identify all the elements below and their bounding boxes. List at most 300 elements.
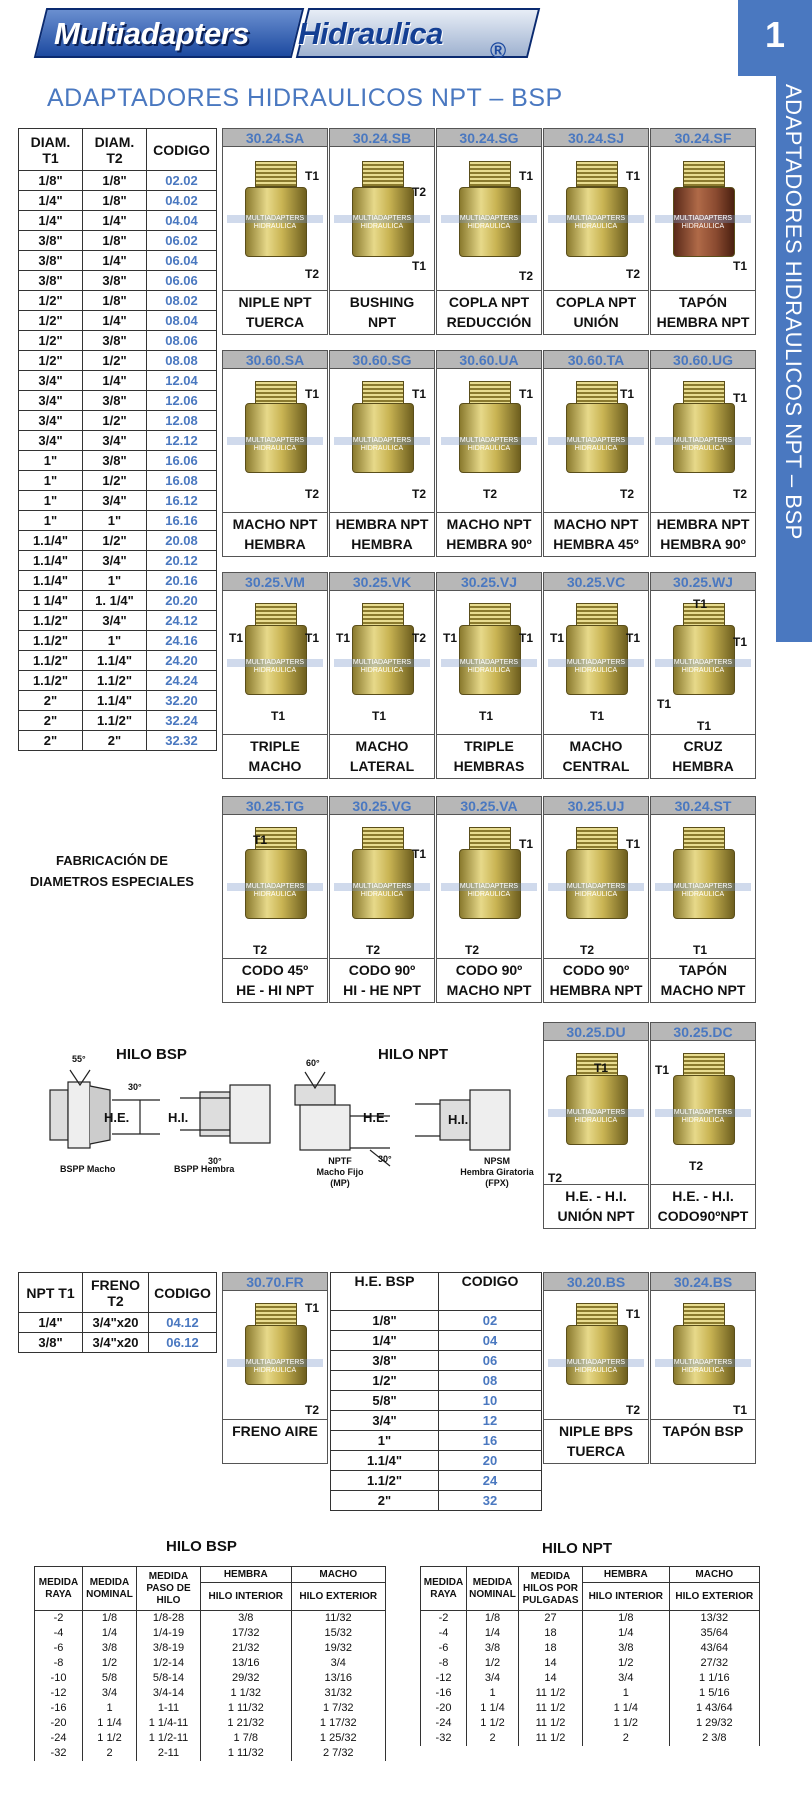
spec-cell: -24 <box>421 1716 467 1731</box>
thread-label: T1 <box>305 387 320 401</box>
table-row <box>19 511 217 531</box>
spec-cell: 2 <box>467 1731 519 1746</box>
watermark: MULTIADAPTERS HIDRAULICA <box>655 659 751 667</box>
product-name-line2: HEMBRA 90º <box>446 536 532 552</box>
header-he-bsp: H.E. BSP <box>331 1273 439 1311</box>
product-card-30-25-wj <box>650 572 756 779</box>
spec-cell: 1/8 <box>583 1611 670 1626</box>
watermark: MULTIADAPTERS HIDRAULICA <box>655 883 751 891</box>
thread-label: T2 <box>412 631 427 645</box>
cell-codigo: 20.20 <box>147 591 217 611</box>
cell-diam-t1: 1.1/4" <box>19 531 83 551</box>
table-row <box>331 1411 542 1431</box>
product-name <box>544 1184 648 1228</box>
cell-diam-t1: 1/2" <box>19 351 83 371</box>
thread-label: T1 <box>412 259 427 273</box>
watermark: MULTIADAPTERS HIDRAULICA <box>655 215 751 223</box>
cell-diam-t2: 1.1/2" <box>83 711 147 731</box>
product-name-line2: HI - HE NPT <box>343 982 421 998</box>
table-row <box>331 1431 542 1451</box>
thread-label: T1 <box>620 387 635 401</box>
cell-codigo: 12.08 <box>147 411 217 431</box>
cell-diam-t2: 1/8" <box>83 191 147 211</box>
table-row <box>19 551 217 571</box>
registered-mark: ® <box>490 38 507 63</box>
thread-label: T1 <box>336 631 351 645</box>
spec-cell: 1/2 <box>467 1656 519 1671</box>
thread-label: T1 <box>733 635 748 649</box>
table-row <box>19 651 217 671</box>
product-image <box>651 1291 755 1419</box>
product-name-line1: MACHO NPT <box>446 516 532 532</box>
product-name-line2: CODO90ºNPT <box>657 1208 749 1224</box>
product-name-line2: HEMBRA 45º <box>553 536 639 552</box>
product-name-line1: TAPÓN <box>679 294 727 310</box>
spec-cell: 11 1/2 <box>519 1731 583 1746</box>
thread-label: T1 <box>626 1307 641 1321</box>
table-row <box>19 291 217 311</box>
freno-cell: 3/4"x20 <box>83 1313 149 1333</box>
cell-diam-t2: 1/4" <box>83 211 147 231</box>
thread-label: T1 <box>305 1301 320 1315</box>
product-image <box>223 1291 327 1419</box>
spec-cell: 1/2 <box>83 1656 137 1671</box>
cell-diam-t1: 3/8" <box>19 251 83 271</box>
header-diam-t2: DIAM. T2 <box>83 129 147 171</box>
product-name <box>544 512 648 556</box>
product-card-30-25-vm <box>222 572 328 779</box>
angle-30-label: 30° <box>128 1082 142 1092</box>
npt-spec-title: HILO NPT <box>542 1540 612 1557</box>
cell-diam-t2: 3/8" <box>83 331 147 351</box>
angle-55-label: 55° <box>72 1054 86 1064</box>
special-diameters-note: FABRICACIÓN DE DIAMETROS ESPECIALES <box>30 853 194 889</box>
spec-cell: -10 <box>35 1671 83 1686</box>
cell-diam-t2: 2" <box>83 731 147 751</box>
product-card-30-24-sa <box>222 128 328 335</box>
he-cell: 1.1/4" <box>331 1451 439 1471</box>
thread-label: T2 <box>548 1171 563 1185</box>
spec-cell: -20 <box>421 1701 467 1716</box>
table-row <box>19 711 217 731</box>
thread-label: T1 <box>733 1403 748 1417</box>
product-name <box>651 1419 755 1463</box>
product-name-line1: HEMBRA NPT <box>656 516 750 532</box>
product-image <box>437 815 541 958</box>
he-label: H.E. <box>104 1110 130 1125</box>
spec-cell: 1/4 <box>83 1626 137 1641</box>
watermark: MULTIADAPTERS HIDRAULICA <box>334 659 430 667</box>
spec-cell: 13/16 <box>201 1656 292 1671</box>
spec-cell: 1 1/2 <box>583 1716 670 1731</box>
product-image <box>437 369 541 512</box>
logo-text-left: Multiadapters <box>54 16 250 51</box>
thread-label: T2 <box>305 1403 320 1417</box>
product-name-line2: HEMBRA <box>351 536 413 552</box>
product-name-line2: REDUCCIÓN <box>446 314 532 330</box>
spec-cell: 1/8 <box>467 1611 519 1626</box>
product-name-line1: FRENO AIRE <box>232 1423 318 1439</box>
cell-codigo: 24.12 <box>147 611 217 631</box>
spec-cell: 1 29/32 <box>669 1716 759 1731</box>
page-title: ADAPTADORES HIDRAULICOS NPT – BSP <box>47 84 563 112</box>
product-card-30-25-dc <box>650 1022 756 1229</box>
product-name-line1: H.E. - H.I. <box>672 1188 734 1204</box>
cell-diam-t2: 3/8" <box>83 391 147 411</box>
product-code: 30.20.BS <box>544 1273 648 1291</box>
product-name <box>544 734 648 778</box>
cell-diam-t1: 1" <box>19 471 83 491</box>
fitting-thread <box>683 161 725 187</box>
cell-diam-t1: 1" <box>19 511 83 531</box>
npt-h-raya: MEDIDA RAYA <box>421 1567 467 1611</box>
he-cell: 1.1/2" <box>331 1471 439 1491</box>
product-name <box>544 1419 648 1463</box>
product-code: 30.25.DC <box>651 1023 755 1041</box>
spec-cell: 21/32 <box>201 1641 292 1656</box>
table-row <box>35 1641 386 1656</box>
product-code: 30.60.TA <box>544 351 648 369</box>
freno-table <box>18 1272 217 1353</box>
spec-cell: 3/4 <box>291 1656 385 1671</box>
bsp-h-exterior: HILO EXTERIOR <box>291 1583 385 1611</box>
freno-cell: 06.12 <box>149 1333 217 1353</box>
spec-cell: 11 1/2 <box>519 1716 583 1731</box>
thread-label: T2 <box>689 1159 704 1173</box>
spec-cell: 5/8-14 <box>137 1671 201 1686</box>
cell-codigo: 24.16 <box>147 631 217 651</box>
product-name <box>651 958 755 1002</box>
spec-cell: -12 <box>421 1671 467 1686</box>
spec-cell: 1/4 <box>467 1626 519 1641</box>
watermark: MULTIADAPTERS HIDRAULICA <box>227 659 323 667</box>
watermark: MULTIADAPTERS HIDRAULICA <box>548 1109 644 1117</box>
thread-label: T1 <box>479 709 494 723</box>
nptf-line1: NPTF <box>328 1156 352 1166</box>
product-card-30-60-ua <box>436 350 542 557</box>
thread-label: T2 <box>305 267 320 281</box>
table-row <box>19 171 217 191</box>
cell-diam-t2: 1/2" <box>83 411 147 431</box>
table-row <box>331 1451 542 1471</box>
cell-diam-t1: 3/4" <box>19 391 83 411</box>
watermark: MULTIADAPTERS HIDRAULICA <box>441 437 537 445</box>
spec-cell: 2-11 <box>137 1746 201 1761</box>
watermark: MULTIADAPTERS HIDRAULICA <box>441 215 537 223</box>
cell-diam-t1: 2" <box>19 711 83 731</box>
product-name-line1: COPLA NPT <box>448 294 530 310</box>
cell-codigo: 06.04 <box>147 251 217 271</box>
npsm-line1: NPSM <box>483 1156 510 1166</box>
thread-label: T1 <box>594 1061 609 1075</box>
thread-label: T1 <box>626 837 641 851</box>
watermark: MULTIADAPTERS HIDRAULICA <box>548 437 644 445</box>
table-row <box>421 1641 760 1656</box>
table-row <box>19 671 217 691</box>
spec-cell: -2 <box>421 1611 467 1626</box>
product-card-30-25-uj <box>543 796 649 1003</box>
thread-label: T2 <box>733 487 748 501</box>
he-cell: 5/8" <box>331 1391 439 1411</box>
thread-label: T2 <box>412 185 427 199</box>
product-name-line2: UNIÓN NPT <box>557 1208 635 1224</box>
cell-diam-t1: 1.1/2" <box>19 671 83 691</box>
spec-cell: 1 1/2 <box>467 1716 519 1731</box>
spec-cell: 1 <box>467 1686 519 1701</box>
spec-cell: 11 1/2 <box>519 1686 583 1701</box>
spec-cell: 13/16 <box>291 1671 385 1686</box>
product-code: 30.24.SF <box>651 129 755 147</box>
spec-cell: 19/32 <box>291 1641 385 1656</box>
table-row <box>35 1701 386 1716</box>
product-name <box>330 512 434 556</box>
table-row <box>35 1671 386 1686</box>
cell-diam-t1: 1.1/4" <box>19 551 83 571</box>
bsp-h-hembra: HEMBRA <box>201 1567 292 1583</box>
table-row <box>35 1626 386 1641</box>
product-name-line1: MACHO <box>569 738 623 754</box>
thread-label: T2 <box>253 943 268 957</box>
watermark: MULTIADAPTERS HIDRAULICA <box>441 883 537 891</box>
product-code: 30.25.VG <box>330 797 434 815</box>
table-row <box>19 571 217 591</box>
table-row <box>19 371 217 391</box>
product-name-line2: HEMBRA 90º <box>660 536 746 552</box>
table-row <box>19 631 217 651</box>
product-name-line1: COPLA NPT <box>555 294 637 310</box>
table-row <box>19 611 217 631</box>
table-row <box>19 1333 217 1353</box>
freno-cell: 04.12 <box>149 1313 217 1333</box>
thread-label: T1 <box>626 169 641 183</box>
cell-diam-t2: 1/4" <box>83 371 147 391</box>
cell-codigo: 04.04 <box>147 211 217 231</box>
product-name-line2: HEMBRA <box>672 758 734 774</box>
cell-diam-t1: 1/2" <box>19 311 83 331</box>
spec-cell: 5/8 <box>83 1671 137 1686</box>
thread-label: T1 <box>733 259 748 273</box>
thread-label: T2 <box>519 269 534 283</box>
product-name-line1: MACHO <box>355 738 409 754</box>
product-name <box>330 290 434 334</box>
product-name-line1: H.E. - H.I. <box>565 1188 627 1204</box>
cell-diam-t1: 3/4" <box>19 431 83 451</box>
product-card-30-24-st <box>650 796 756 1003</box>
he-npt-label: H.E. <box>363 1110 389 1125</box>
spec-cell: 1 1/2-11 <box>137 1731 201 1746</box>
cell-diam-t1: 1/8" <box>19 171 83 191</box>
cell-diam-t2: 3/8" <box>83 271 147 291</box>
spec-cell: -8 <box>421 1656 467 1671</box>
spec-cell: -16 <box>35 1701 83 1716</box>
he-cell: 02 <box>439 1311 542 1331</box>
product-name <box>223 734 327 778</box>
cell-diam-t1: 1.1/2" <box>19 611 83 631</box>
cell-codigo: 06.02 <box>147 231 217 251</box>
spec-cell: 1 25/32 <box>291 1731 385 1746</box>
spec-cell: 1 1/4-11 <box>137 1716 201 1731</box>
table-row <box>331 1471 542 1491</box>
fitting-body <box>245 1325 307 1385</box>
product-name-line2: MACHO NPT <box>446 982 532 998</box>
spec-cell: 1 1/4 <box>467 1701 519 1716</box>
product-name <box>437 958 541 1002</box>
product-card-30-70-fr <box>222 1272 328 1464</box>
watermark: MULTIADAPTERS HIDRAULICA <box>334 883 430 891</box>
cell-diam-t1: 1 1/4" <box>19 591 83 611</box>
header-he-codigo: CODIGO <box>439 1273 542 1311</box>
product-name-line2: TUERCA <box>245 314 305 330</box>
spec-cell: 1/4-19 <box>137 1626 201 1641</box>
cell-codigo: 24.24 <box>147 671 217 691</box>
cell-diam-t1: 1/2" <box>19 291 83 311</box>
thread-label: T1 <box>733 391 748 405</box>
product-name-line2: MACHO <box>248 758 302 774</box>
spec-cell: 1 5/16 <box>669 1686 759 1701</box>
table-row <box>331 1391 542 1411</box>
he-cell: 2" <box>331 1491 439 1511</box>
freno-cell: 1/4" <box>19 1313 83 1333</box>
he-cell: 12 <box>439 1411 542 1431</box>
thread-label: T1 <box>519 387 534 401</box>
product-card-30-24-sj <box>543 128 649 335</box>
product-image <box>651 815 755 958</box>
npt-spec-table <box>420 1566 760 1746</box>
product-name-line1: NIPLE BPS <box>559 1423 633 1439</box>
watermark: MULTIADAPTERS HIDRAULICA <box>548 1359 644 1367</box>
cell-diam-t2: 1/8" <box>83 231 147 251</box>
table-row <box>19 231 217 251</box>
cell-diam-t1: 1.1/4" <box>19 571 83 591</box>
spec-cell: -16 <box>421 1686 467 1701</box>
product-name-line2: UNIÓN <box>573 314 619 330</box>
cell-codigo: 16.06 <box>147 451 217 471</box>
npt-h-macho: MACHO <box>669 1567 759 1583</box>
table-row <box>19 251 217 271</box>
cell-codigo: 12.04 <box>147 371 217 391</box>
cell-diam-t1: 3/8" <box>19 231 83 251</box>
thread-label: T1 <box>626 631 641 645</box>
table-row <box>35 1611 386 1626</box>
spec-cell: 3/4-14 <box>137 1686 201 1701</box>
spec-cell: 11 1/2 <box>519 1701 583 1716</box>
table-row <box>421 1611 760 1626</box>
product-code: 30.25.VK <box>330 573 434 591</box>
spec-cell: 43/64 <box>669 1641 759 1656</box>
spec-cell: -8 <box>35 1656 83 1671</box>
cell-codigo: 20.16 <box>147 571 217 591</box>
table-row <box>331 1311 542 1331</box>
product-code: 30.25.VA <box>437 797 541 815</box>
product-code: 30.60.SG <box>330 351 434 369</box>
fitting-body <box>673 1325 735 1385</box>
thread-label: T2 <box>465 943 480 957</box>
table-row <box>19 431 217 451</box>
cell-codigo: 06.06 <box>147 271 217 291</box>
table-row <box>19 311 217 331</box>
product-code: 30.24.SG <box>437 129 541 147</box>
product-code: 30.25.VM <box>223 573 327 591</box>
spec-cell: 3/8 <box>83 1641 137 1656</box>
thread-label: T1 <box>519 837 534 851</box>
product-code: 30.70.FR <box>223 1273 327 1291</box>
watermark: MULTIADAPTERS HIDRAULICA <box>227 1359 323 1367</box>
spec-cell: 1 <box>583 1686 670 1701</box>
table-row <box>331 1351 542 1371</box>
product-code: 30.24.SA <box>223 129 327 147</box>
cell-codigo: 20.08 <box>147 531 217 551</box>
thread-label: T1 <box>229 631 244 645</box>
product-image <box>223 815 327 958</box>
table-row <box>19 451 217 471</box>
spec-cell: 1 11/32 <box>201 1746 292 1761</box>
product-name-line2: HE - HI NPT <box>236 982 314 998</box>
cell-diam-t1: 3/4" <box>19 411 83 431</box>
spec-cell: -4 <box>35 1626 83 1641</box>
spec-cell: 1-11 <box>137 1701 201 1716</box>
product-name-line1: BUSHING <box>349 294 415 310</box>
thread-diagrams <box>20 1030 540 1190</box>
product-code: 30.25.WJ <box>651 573 755 591</box>
he-cell: 32 <box>439 1491 542 1511</box>
product-code: 30.24.ST <box>651 797 755 815</box>
spec-cell: 2 <box>83 1746 137 1761</box>
watermark: MULTIADAPTERS HIDRAULICA <box>655 437 751 445</box>
npsm-label <box>452 1156 542 1189</box>
product-code: 30.24.SB <box>330 129 434 147</box>
product-card-30-24-sb <box>329 128 435 335</box>
product-code: 30.25.VC <box>544 573 648 591</box>
spec-cell: 29/32 <box>201 1671 292 1686</box>
thread-label: T2 <box>366 943 381 957</box>
product-name <box>330 734 434 778</box>
thread-label: T1 <box>443 631 458 645</box>
cell-diam-t1: 1.1/2" <box>19 631 83 651</box>
thread-label: T1 <box>271 709 286 723</box>
thread-label: T1 <box>253 833 268 847</box>
thread-label: T1 <box>693 597 708 611</box>
watermark: MULTIADAPTERS HIDRAULICA <box>227 437 323 445</box>
product-image <box>437 147 541 290</box>
bsp-spec-table <box>34 1566 386 1761</box>
cell-diam-t2: 3/4" <box>83 611 147 631</box>
cell-diam-t2: 1" <box>83 511 147 531</box>
product-image <box>223 147 327 290</box>
watermark: MULTIADAPTERS HIDRAULICA <box>548 883 644 891</box>
thread-label: T1 <box>657 697 672 711</box>
table-row <box>19 211 217 231</box>
thread-label: T1 <box>519 631 534 645</box>
product-name-line2: HEMBRA NPT <box>549 982 643 998</box>
cell-diam-t2: 1/2" <box>83 351 147 371</box>
product-name <box>651 734 755 778</box>
product-image <box>544 815 648 958</box>
table-row <box>19 491 217 511</box>
spec-cell: 1 11/32 <box>201 1701 292 1716</box>
he-cell: 04 <box>439 1331 542 1351</box>
cell-diam-t1: 1/4" <box>19 211 83 231</box>
spec-cell: 14 <box>519 1656 583 1671</box>
cell-diam-t2: 1/8" <box>83 171 147 191</box>
npt-h-hilos: MEDIDA HILOS POR PULGADAS <box>519 1567 583 1611</box>
product-image <box>651 591 755 734</box>
product-name-line2: CENTRAL <box>562 758 630 774</box>
table-row <box>35 1716 386 1731</box>
product-name-line2: HEMBRAS <box>453 758 525 774</box>
he-cell: 20 <box>439 1451 542 1471</box>
cell-codigo: 20.12 <box>147 551 217 571</box>
product-name-line1: CODO 90º <box>455 962 523 978</box>
